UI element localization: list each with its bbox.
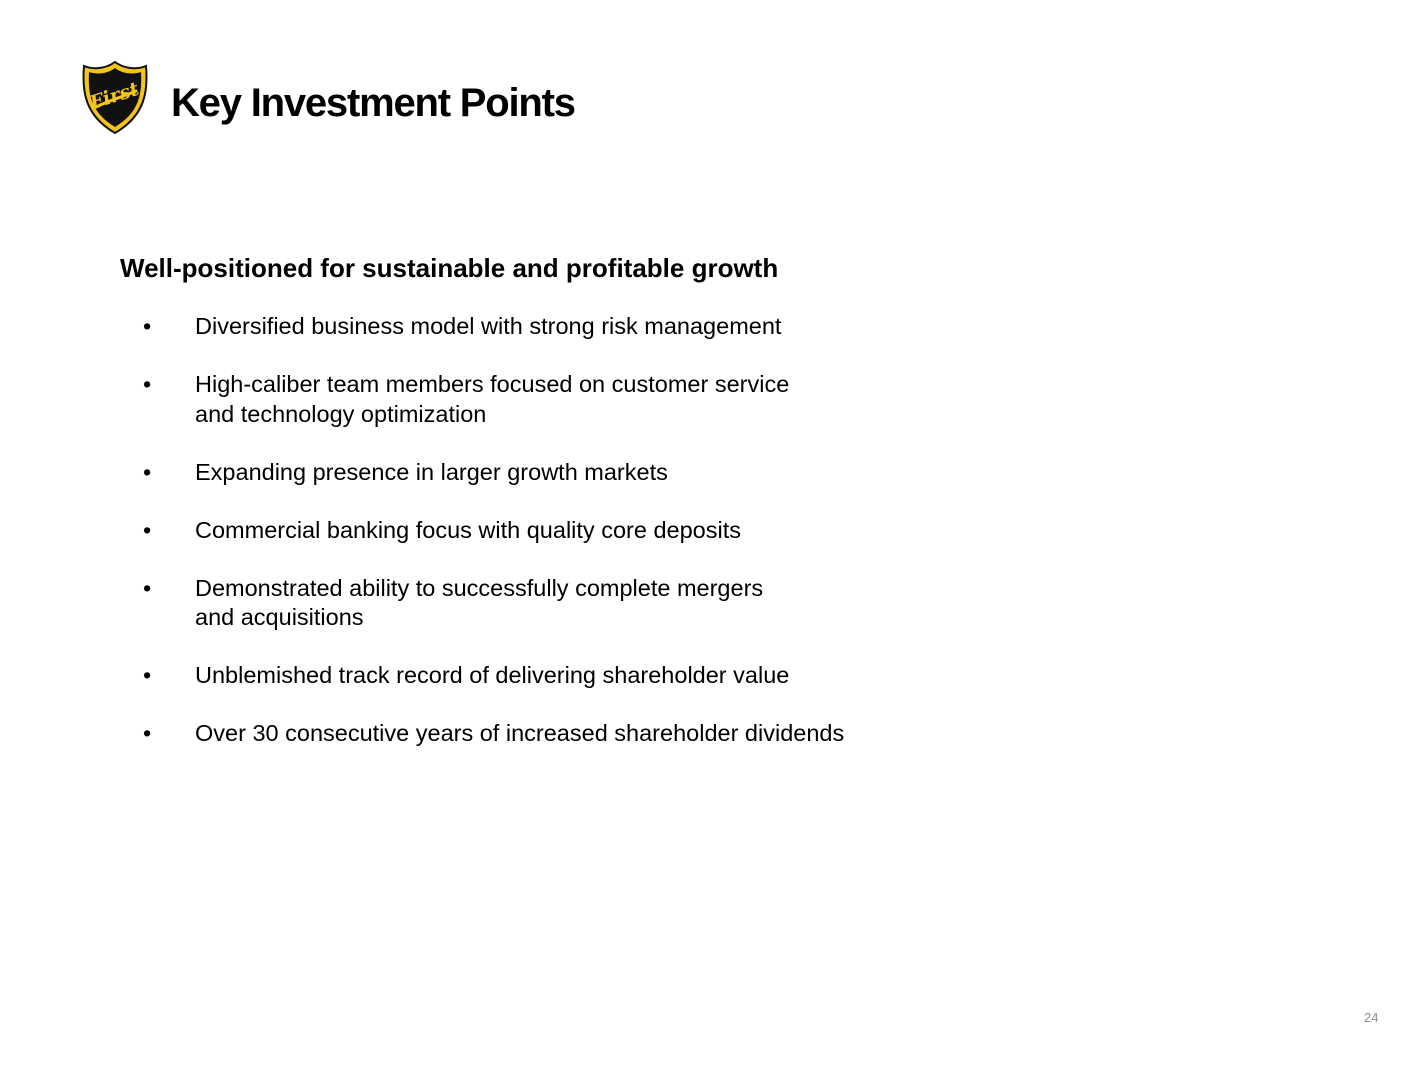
shield-icon (80, 60, 150, 136)
page-title: Key Investment Points (171, 81, 575, 125)
bullet-text-continued: and technology optimization (195, 400, 487, 427)
bullet-icon: • (143, 371, 152, 397)
list-item (120, 370, 1020, 429)
list-item (120, 458, 1020, 488)
first-shield-logo (80, 60, 150, 136)
bullet-text: High-caliber team members focused on customer service (195, 371, 790, 397)
list-item (120, 661, 1020, 691)
list-item (120, 516, 1020, 546)
page-number: 24 (1364, 1010, 1379, 1025)
bullet-icon: • (143, 662, 152, 688)
section-heading: Well-positioned for sustainable and profitable growth (120, 253, 779, 283)
bullet-list (120, 312, 1020, 749)
bullet-icon: • (143, 720, 152, 746)
list-item (120, 312, 1020, 342)
bullet-text: Demonstrated ability to successfully complete mergers (195, 574, 764, 601)
bullet-icon: • (143, 574, 152, 601)
logo-wordmark: First (87, 77, 142, 115)
bullet-icon: • (143, 313, 152, 339)
list-item (120, 719, 1020, 749)
bullet-text: Expanding presence in larger growth markets (195, 458, 668, 485)
bullet-text: Commercial banking focus with quality core deposits (195, 516, 741, 543)
bullet-icon: • (143, 458, 152, 485)
bullet-text-continued: and acquisitions (195, 604, 364, 630)
bullet-icon: • (143, 516, 152, 543)
bullet-text: Diversified business model with strong risk management (195, 313, 782, 339)
bullet-text: Unblemished track record of delivering shareholder value (195, 662, 790, 688)
bullet-text: Over 30 consecutive years of increased shareholder dividends (195, 720, 845, 746)
list-item (120, 574, 1020, 633)
